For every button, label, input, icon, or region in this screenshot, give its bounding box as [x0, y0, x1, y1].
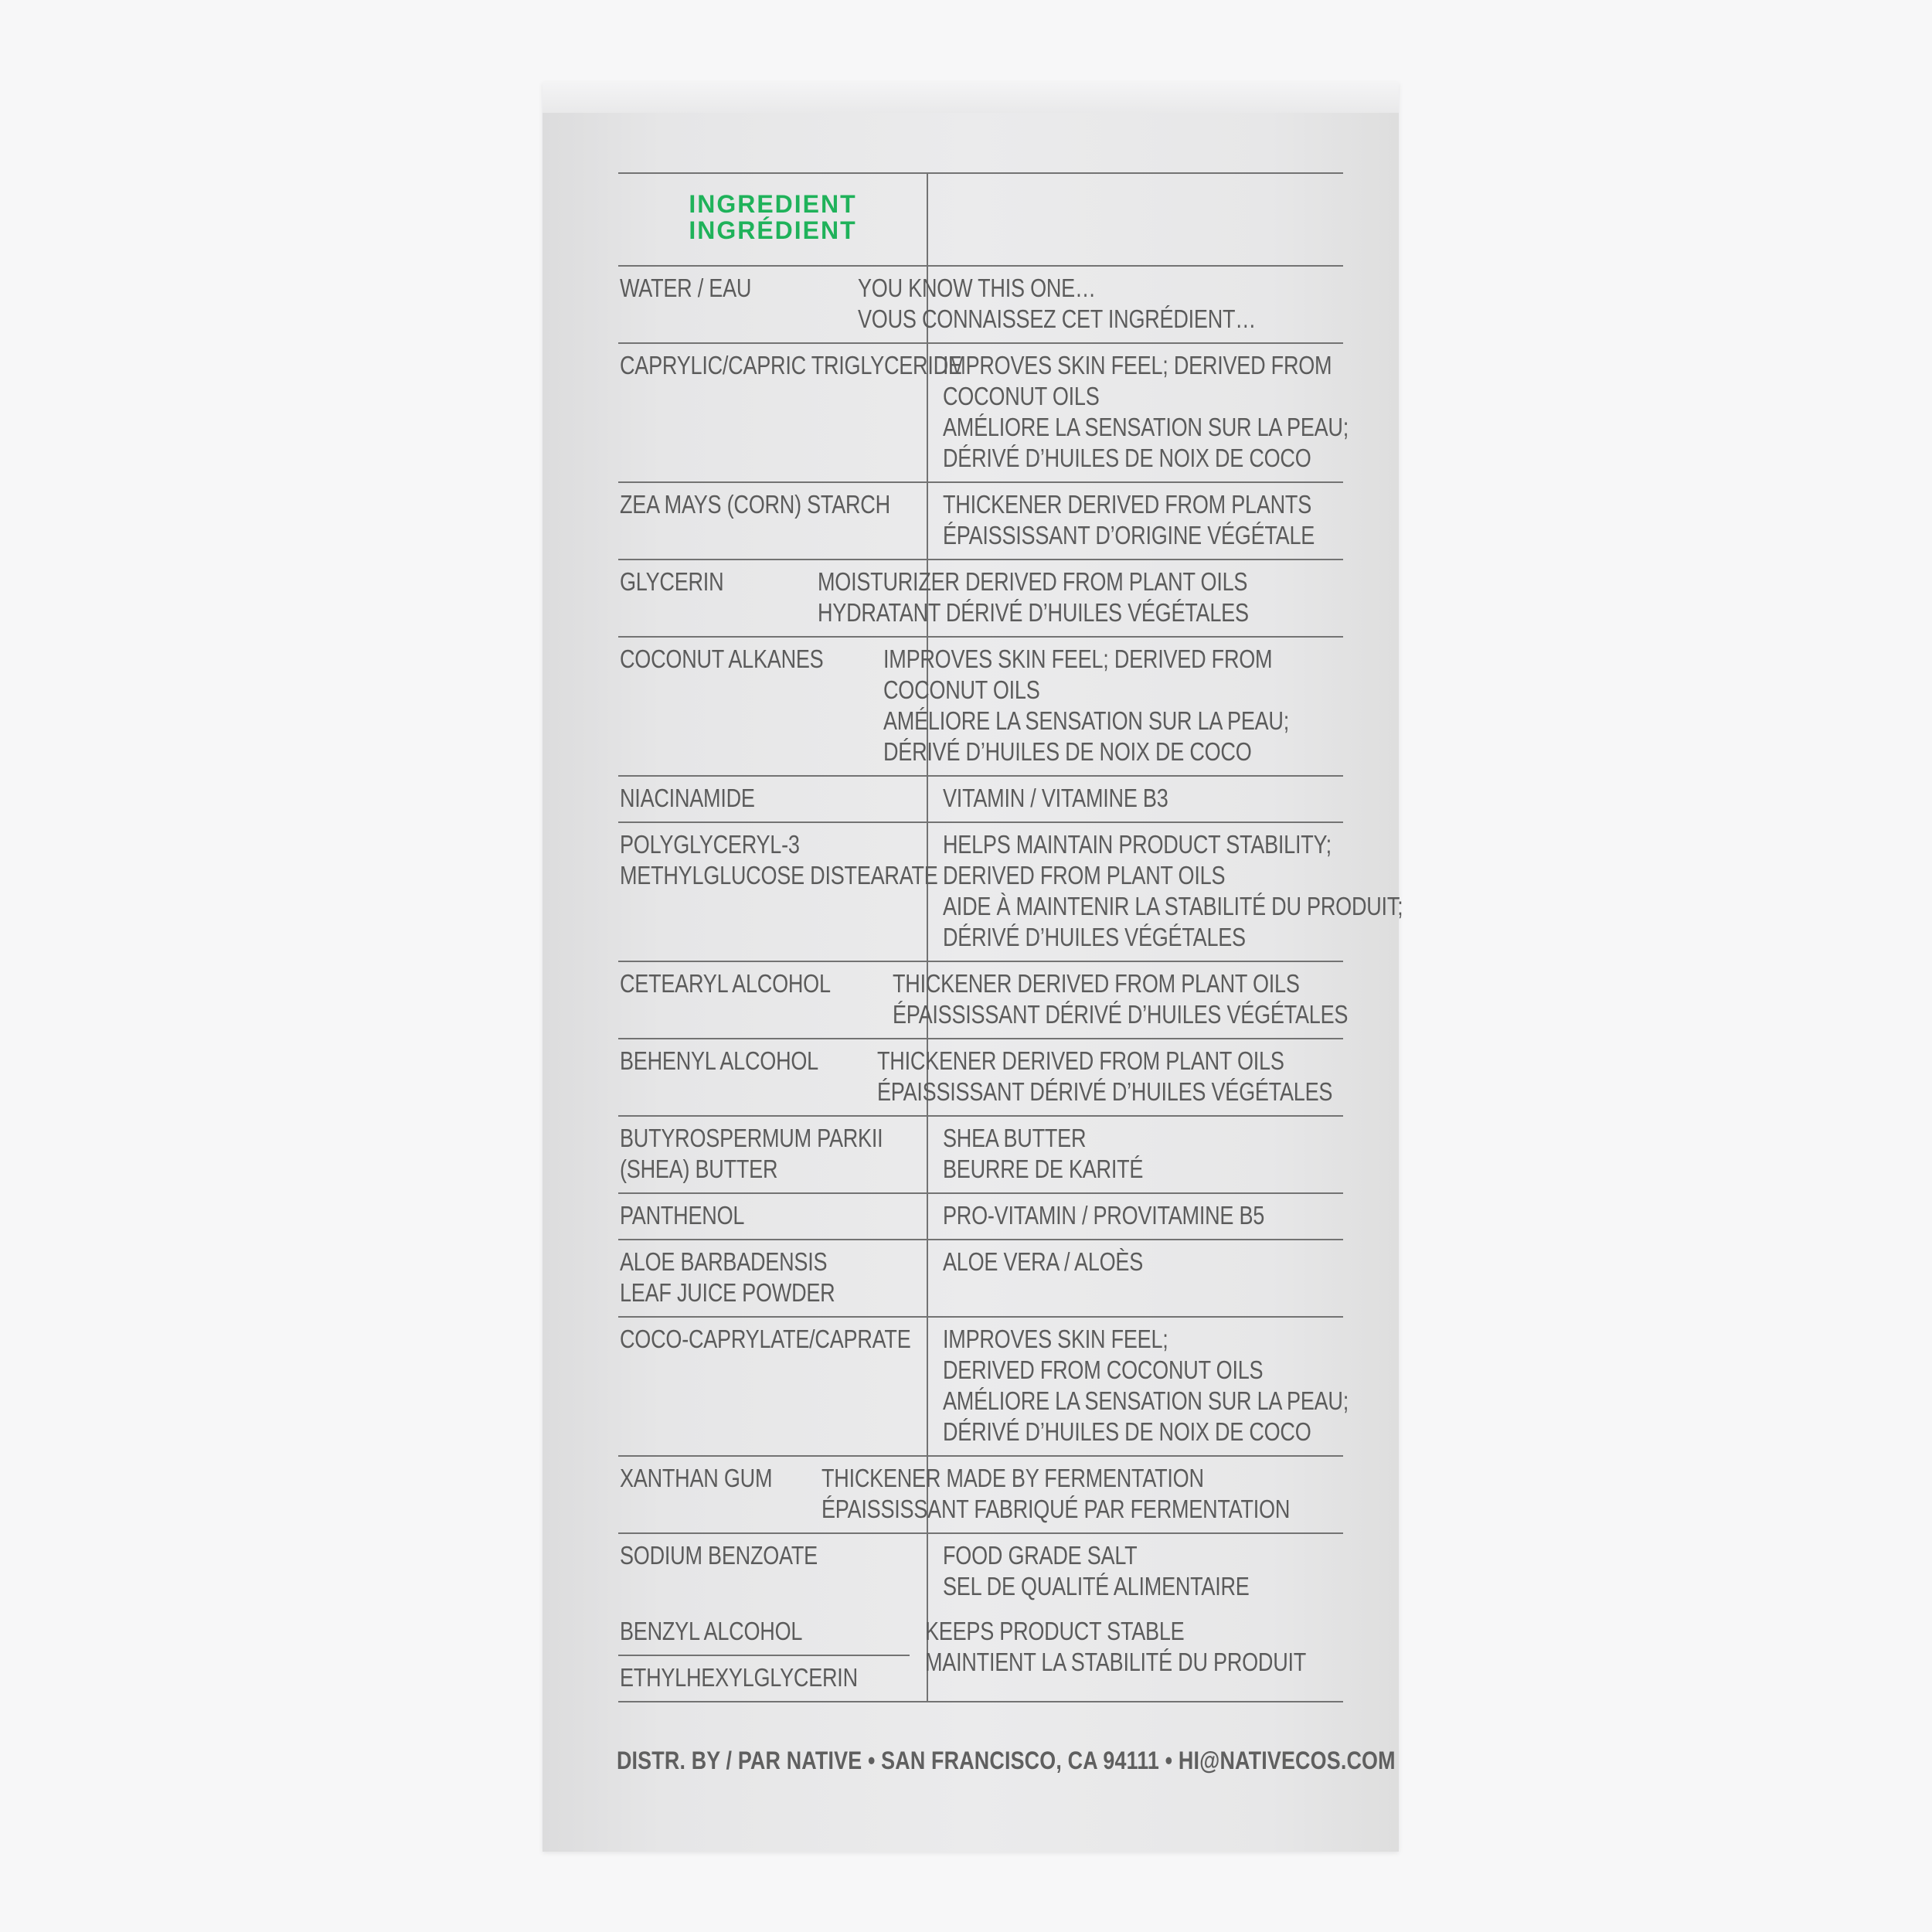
ingredient-name: BEHENYL ALCOHOL	[620, 1046, 818, 1075]
table-row	[618, 1117, 1343, 1194]
description-line: AMÉLIORE LA SENSATION SUR LA PEAU;	[943, 413, 1349, 441]
description-column-header	[927, 174, 1343, 265]
description-line: DÉRIVÉ D’HUILES DE NOIX DE COCO	[943, 1417, 1311, 1446]
table-row	[618, 1457, 1343, 1534]
ingredient-cell	[618, 560, 802, 636]
description-line: PRO-VITAMIN / PROVITAMINE B5	[943, 1201, 1265, 1230]
description-line: ÉPAISSISSANT DÉRIVÉ D’HUILES VÉGÉTALES	[892, 1000, 1348, 1029]
ingredient-cell-split	[618, 1610, 910, 1701]
description-line: IMPROVES SKIN FEEL; DERIVED FROM	[943, 351, 1332, 379]
box-top-flap	[543, 82, 1399, 113]
ingredient-cell	[618, 962, 877, 1038]
description-cell	[806, 1457, 1393, 1532]
description-line: VITAMIN / VITAMINE B3	[943, 784, 1168, 812]
description-cell	[802, 560, 1343, 636]
ingredient-cell	[618, 1318, 927, 1455]
table-body	[618, 267, 1403, 1610]
description-line: KEEPS PRODUCT STABLE	[925, 1617, 1185, 1645]
distributor-footer	[543, 1747, 1399, 1775]
description-line: AIDE À MAINTENIR LA STABILITÉ DU PRODUIT;	[943, 892, 1403, 920]
ingredient-name: PANTHENOL	[620, 1201, 745, 1230]
ingredient-name: ZEA MAYS (CORN) STARCH	[620, 490, 890, 519]
ingredient-name: GLYCERIN	[620, 567, 724, 596]
ingredient-cell	[618, 1194, 927, 1239]
description-cell	[910, 1610, 1389, 1701]
description-line: DÉRIVÉ D’HUILES VÉGÉTALES	[943, 923, 1246, 951]
description-line: ALOE VERA / ALOÈS	[943, 1247, 1144, 1276]
ingredient-cell	[618, 1039, 862, 1115]
description-line: DERIVED FROM COCONUT OILS	[943, 1355, 1264, 1384]
ingredient-name: WATER / EAU	[620, 274, 752, 302]
description-cell	[877, 962, 1448, 1038]
description-line: AMÉLIORE LA SENSATION SUR LA PEAU;	[883, 706, 1290, 735]
ingredient-name: BENZYL ALCOHOL	[620, 1617, 803, 1645]
distributor-text: DISTR. BY / PAR NATIVE • SAN FRANCISCO, CA 94111 • HI@NATIVECOS.COM	[616, 1747, 1396, 1774]
description-line: THICKENER DERIVED FROM PLANT OILS	[877, 1046, 1285, 1075]
table-row	[618, 638, 1343, 777]
description-cell	[927, 1240, 1343, 1316]
table-row-last	[618, 1610, 1343, 1701]
table-row	[618, 1240, 1343, 1318]
table-row	[618, 267, 1343, 344]
description-cell	[927, 1318, 1437, 1455]
ingredient-cell-a	[618, 1610, 910, 1656]
ingredient-name: ALOE BARBADENSIS	[620, 1247, 828, 1276]
description-line: THICKENER DERIVED FROM PLANT OILS	[892, 969, 1300, 998]
description-line: ÉPAISSISSANT D’ORIGINE VÉGÉTALE	[943, 521, 1315, 549]
description-cell	[927, 823, 1504, 961]
description-cell	[927, 344, 1437, 481]
ingredient-name: ETHYLHEXYLGLYCERIN	[620, 1663, 858, 1692]
ingredient-cell	[618, 638, 868, 775]
description-line: BEURRE DE KARITÉ	[943, 1155, 1144, 1183]
description-line: VOUS CONNAISSEZ CET INGRÉDIENT…	[857, 304, 1256, 333]
description-cell	[927, 483, 1396, 559]
description-line: FOOD GRADE SALT	[943, 1541, 1138, 1570]
description-cell	[927, 1534, 1343, 1610]
description-cell	[862, 1039, 1433, 1115]
description-line: THICKENER DERIVED FROM PLANTS	[943, 490, 1312, 519]
description-line: IMPROVES SKIN FEEL;	[943, 1325, 1168, 1353]
description-line: SHEA BUTTER	[943, 1124, 1087, 1152]
ingredient-name: (SHEA) BUTTER	[620, 1155, 778, 1183]
description-line: HYDRATANT DÉRIVÉ D’HUILES VÉGÉTALES	[817, 598, 1249, 627]
table-row	[618, 560, 1343, 638]
description-line: ÉPAISSISSANT FABRIQUÉ PAR FERMENTATION	[821, 1495, 1290, 1523]
table-row	[618, 777, 1343, 823]
description-cell	[842, 267, 1343, 342]
description-line: SEL DE QUALITÉ ALIMENTAIRE	[943, 1572, 1250, 1600]
ingredient-cell	[618, 344, 962, 481]
ingredient-cell	[618, 777, 927, 821]
description-line: HELPS MAINTAIN PRODUCT STABILITY;	[943, 830, 1332, 859]
ingredient-name: LEAF JUICE POWDER	[620, 1278, 835, 1307]
description-line: MAINTIENT LA STABILITÉ DU PRODUIT	[925, 1648, 1307, 1676]
description-line: COCONUT OILS	[943, 382, 1100, 410]
description-line: YOU KNOW THIS ONE…	[857, 274, 1096, 302]
ingredient-cell	[618, 1117, 927, 1192]
ingredient-name: CAPRYLIC/CAPRIC TRIGLYCERIDE	[620, 351, 962, 379]
ingredient-name: COCONUT ALKANES	[620, 645, 824, 673]
table-row	[618, 1318, 1349, 1457]
description-line: DÉRIVÉ D’HUILES DE NOIX DE COCO	[943, 444, 1311, 472]
ingredient-cell	[618, 1457, 806, 1532]
description-cell	[927, 777, 1343, 821]
ingredient-cell	[618, 1534, 927, 1610]
header-french: INGRÉDIENT	[689, 216, 857, 244]
description-line: AMÉLIORE LA SENSATION SUR LA PEAU;	[943, 1386, 1349, 1415]
description-line: ÉPAISSISSANT DÉRIVÉ D’HUILES VÉGÉTALES	[877, 1077, 1333, 1106]
description-line: IMPROVES SKIN FEEL; DERIVED FROM	[883, 645, 1273, 673]
table-row	[618, 962, 1348, 1039]
ingredient-name: NIACINAMIDE	[620, 784, 755, 812]
ingredient-name: BUTYROSPERMUM PARKII	[620, 1124, 883, 1152]
description-line: DERIVED FROM PLANT OILS	[943, 861, 1226, 889]
header-english: INGREDIENT	[689, 190, 857, 218]
ingredient-name: COCO-CAPRYLATE/CAPRATE	[620, 1325, 911, 1353]
description-line: THICKENER MADE BY FERMENTATION	[821, 1464, 1204, 1492]
description-line: COCONUT OILS	[883, 675, 1040, 704]
description-cell	[927, 1194, 1343, 1239]
table-row	[618, 823, 1403, 962]
description-line: DÉRIVÉ D’HUILES DE NOIX DE COCO	[883, 737, 1252, 766]
product-box	[543, 82, 1403, 1852]
ingredient-cell-b	[618, 1656, 910, 1701]
ingredient-cell	[618, 1240, 927, 1316]
table-row	[618, 1039, 1343, 1117]
ingredient-name: CETEARYL ALCOHOL	[620, 969, 831, 998]
ingredient-cell	[618, 823, 938, 961]
ingredient-name: POLYGLYCERYL-3	[620, 830, 800, 859]
description-line: MOISTURIZER DERIVED FROM PLANT OILS	[817, 567, 1247, 596]
description-cell	[927, 1117, 1343, 1192]
ingredient-table	[618, 172, 1403, 1702]
table-header-row	[618, 174, 1343, 267]
table-row	[618, 1194, 1343, 1240]
table-row	[618, 483, 1343, 560]
ingredient-cell	[618, 267, 842, 342]
description-cell	[868, 638, 1378, 775]
ingredient-name: XANTHAN GUM	[620, 1464, 773, 1492]
ingredient-column-header	[618, 174, 927, 265]
table-row	[618, 1534, 1343, 1610]
ingredient-name: METHYLGLUCOSE DISTEARATE	[620, 861, 938, 889]
ingredient-cell	[618, 483, 927, 559]
ingredient-name: SODIUM BENZOATE	[620, 1541, 818, 1570]
table-row	[618, 344, 1349, 483]
